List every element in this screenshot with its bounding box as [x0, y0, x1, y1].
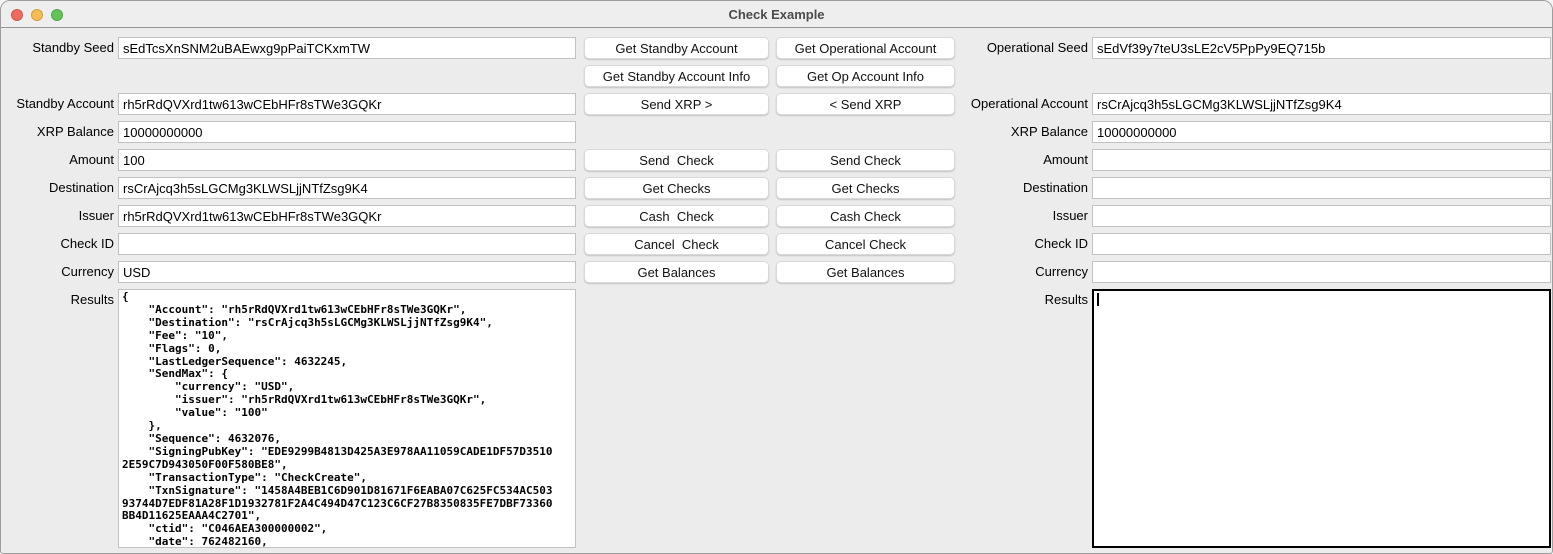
standby-cancel-check-button[interactable]: Cancel Check [584, 233, 769, 255]
operational-results-label: Results [1044, 292, 1088, 307]
standby-issuer-label: Issuer [78, 208, 114, 223]
operational-destination-label: Destination [1022, 180, 1088, 195]
operational-destination-input[interactable] [1092, 177, 1551, 199]
standby-check-id-input[interactable] [118, 233, 576, 255]
zoom-button[interactable] [51, 9, 63, 21]
standby-amount-input[interactable] [118, 149, 576, 171]
standby-cash-check-button[interactable]: Cash Check [584, 205, 769, 227]
standby-check-id-label: Check ID [60, 236, 114, 251]
op-get-balances-button[interactable]: Get Balances [776, 261, 955, 283]
send-xrp-right-button[interactable]: Send XRP > [584, 93, 769, 115]
operational-xrp-balance-input[interactable] [1092, 121, 1551, 143]
standby-issuer-input[interactable] [118, 205, 576, 227]
op-send-check-button[interactable]: Send Check [776, 149, 955, 171]
minimize-button[interactable] [31, 9, 43, 21]
op-get-checks-button[interactable]: Get Checks [776, 177, 955, 199]
get-op-account-info-button[interactable]: Get Op Account Info [776, 65, 955, 87]
standby-xrp-balance-input[interactable] [118, 121, 576, 143]
operational-account-input[interactable] [1092, 93, 1551, 115]
standby-amount-label: Amount [69, 152, 114, 167]
operational-amount-label: Amount [1043, 152, 1088, 167]
standby-get-balances-button[interactable]: Get Balances [584, 261, 769, 283]
operational-amount-input[interactable] [1092, 149, 1551, 171]
operational-seed-label: Operational Seed [986, 40, 1088, 55]
standby-results-wrap [118, 289, 576, 548]
operational-seed-input[interactable] [1092, 37, 1551, 59]
standby-send-check-button[interactable]: Send Check [584, 149, 769, 171]
op-cancel-check-button[interactable]: Cancel Check [776, 233, 955, 255]
op-cash-check-button[interactable]: Cash Check [776, 205, 955, 227]
text-cursor [1097, 293, 1099, 306]
window-title: Check Example [728, 6, 825, 22]
operational-xrp-balance-label: XRP Balance [1010, 124, 1088, 139]
operational-results-wrap [1092, 289, 1551, 548]
operational-currency-label: Currency [1035, 264, 1088, 279]
standby-destination-input[interactable] [118, 177, 576, 199]
standby-currency-label: Currency [61, 264, 114, 279]
standby-account-label: Standby Account [16, 96, 114, 111]
operational-account-label: Operational Account [970, 96, 1088, 111]
form-area [3, 29, 1551, 548]
operational-check-id-label: Check ID [1034, 236, 1088, 251]
close-button[interactable] [11, 9, 23, 21]
traffic-lights [11, 1, 63, 28]
operational-results-textarea[interactable] [1092, 289, 1551, 548]
standby-xrp-balance-label: XRP Balance [36, 124, 114, 139]
send-xrp-left-button[interactable]: < Send XRP [776, 93, 955, 115]
standby-results-textarea[interactable] [118, 289, 576, 548]
standby-destination-label: Destination [48, 180, 114, 195]
standby-get-checks-button[interactable]: Get Checks [584, 177, 769, 199]
standby-account-input[interactable] [118, 93, 576, 115]
title-bar[interactable] [1, 1, 1552, 28]
standby-currency-input[interactable] [118, 261, 576, 283]
operational-issuer-label: Issuer [1052, 208, 1088, 223]
standby-results-label: Results [70, 292, 114, 307]
get-standby-account-info-button[interactable]: Get Standby Account Info [584, 65, 769, 87]
get-operational-account-button[interactable]: Get Operational Account [776, 37, 955, 59]
operational-currency-input[interactable] [1092, 261, 1551, 283]
standby-seed-label: Standby Seed [32, 40, 114, 55]
get-standby-account-button[interactable]: Get Standby Account [584, 37, 769, 59]
standby-seed-input[interactable] [118, 37, 576, 59]
operational-issuer-input[interactable] [1092, 205, 1551, 227]
operational-check-id-input[interactable] [1092, 233, 1551, 255]
